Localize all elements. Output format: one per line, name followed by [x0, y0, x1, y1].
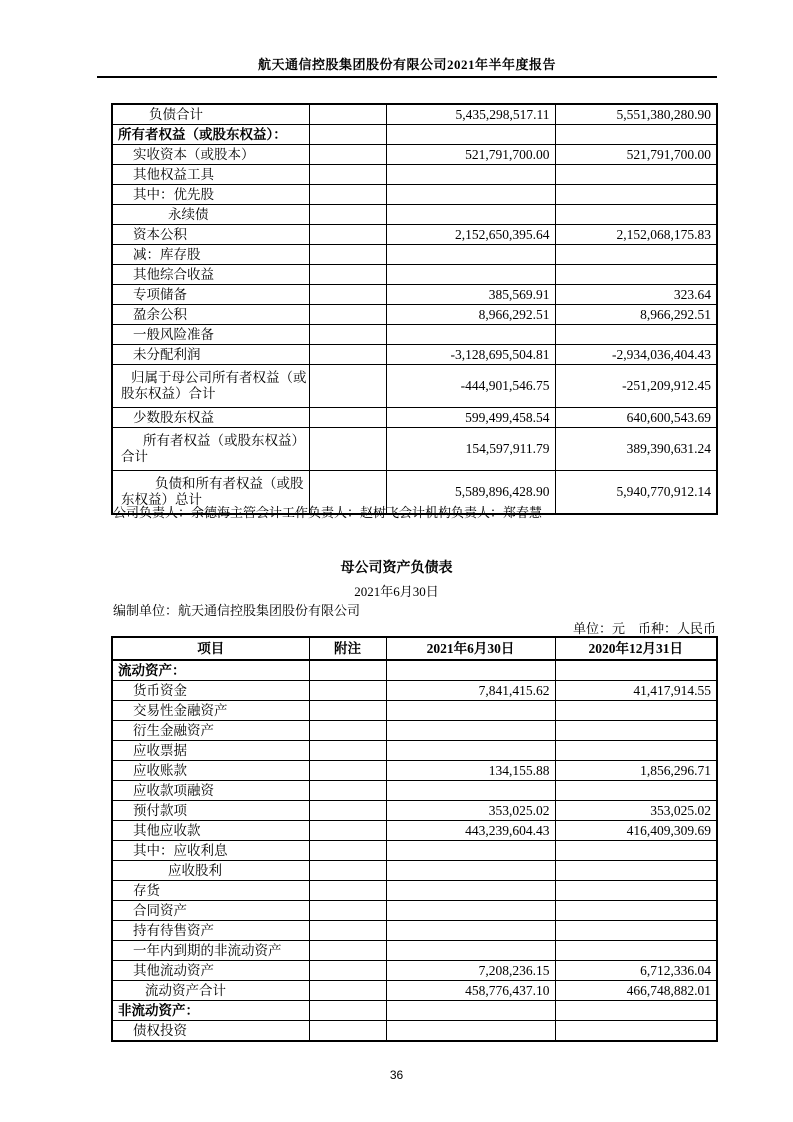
item-cell: 专项储备 — [112, 285, 309, 305]
value-2020-cell — [555, 941, 717, 961]
value-2021-cell: 521,791,700.00 — [386, 145, 555, 165]
value-2020-cell — [555, 265, 717, 285]
value-2021-cell — [386, 781, 555, 801]
note-cell — [309, 245, 386, 265]
value-2020-cell — [555, 881, 717, 901]
note-cell — [309, 660, 386, 681]
value-2021-cell — [386, 325, 555, 345]
value-2021-cell: 599,499,458.54 — [386, 408, 555, 428]
value-2020-cell — [555, 185, 717, 205]
note-cell — [309, 325, 386, 345]
value-2021-cell — [386, 921, 555, 941]
table-row — [112, 761, 717, 781]
table-row — [112, 305, 717, 325]
value-2020-cell: 353,025.02 — [555, 801, 717, 821]
note-cell — [309, 205, 386, 225]
value-2020-cell — [555, 245, 717, 265]
table-row — [112, 345, 717, 365]
table-row — [112, 185, 717, 205]
note-cell — [309, 881, 386, 901]
item-cell: 其中：应收利息 — [112, 841, 309, 861]
table-row — [112, 1021, 717, 1042]
table-row — [112, 145, 717, 165]
column-header: 2021年6月30日 — [386, 637, 555, 660]
value-2021-cell — [386, 245, 555, 265]
value-2021-cell: 7,208,236.15 — [386, 961, 555, 981]
note-cell — [309, 185, 386, 205]
value-2020-cell: 8,966,292.51 — [555, 305, 717, 325]
value-2020-cell: 2,152,068,175.83 — [555, 225, 717, 245]
note-cell — [309, 721, 386, 741]
item-cell: 一年内到期的非流动资产 — [112, 941, 309, 961]
table-row — [112, 205, 717, 225]
value-2021-cell: -3,128,695,504.81 — [386, 345, 555, 365]
value-2020-cell — [555, 165, 717, 185]
prepared-by-line: 编制单位：航天通信控股集团股份有限公司 — [113, 603, 361, 618]
item-cell: 流动资产： — [112, 660, 309, 681]
item-cell: 持有待售资产 — [112, 921, 309, 941]
value-2020-cell: 1,856,296.71 — [555, 761, 717, 781]
table-row — [112, 741, 717, 761]
column-header: 项目 — [112, 637, 309, 660]
value-2020-cell: 41,417,914.55 — [555, 681, 717, 701]
table-row — [112, 265, 717, 285]
note-cell — [309, 921, 386, 941]
page-number: 36 — [389, 1068, 404, 1082]
note-cell — [309, 408, 386, 428]
table-row — [112, 125, 717, 145]
item-cell: 负债合计 — [112, 104, 309, 125]
note-cell — [309, 701, 386, 721]
value-2021-cell — [386, 901, 555, 921]
column-header: 2020年12月31日 — [555, 637, 717, 660]
value-2020-cell: -2,934,036,404.43 — [555, 345, 717, 365]
note-cell — [309, 285, 386, 305]
table-row — [112, 941, 717, 961]
item-cell: 交易性金融资产 — [112, 701, 309, 721]
table-row — [112, 104, 717, 125]
value-2021-cell: 7,841,415.62 — [386, 681, 555, 701]
note-cell — [309, 104, 386, 125]
value-2020-cell: 416,409,309.69 — [555, 821, 717, 841]
note-cell — [309, 961, 386, 981]
value-2021-cell — [386, 741, 555, 761]
note-cell — [309, 345, 386, 365]
note-cell — [309, 681, 386, 701]
item-cell: 未分配利润 — [112, 345, 309, 365]
value-2021-cell — [386, 841, 555, 861]
item-cell: 货币资金 — [112, 681, 309, 701]
item-cell: 其中：优先股 — [112, 185, 309, 205]
item-cell: 预付款项 — [112, 801, 309, 821]
consolidated-balance-sheet-continued-table — [111, 103, 718, 515]
value-2020-cell — [555, 1021, 717, 1042]
item-cell: 所有者权益（或股东权益）： — [112, 125, 309, 145]
value-2021-cell: 443,239,604.43 — [386, 821, 555, 841]
note-cell — [309, 428, 386, 471]
note-cell — [309, 165, 386, 185]
signatories-line: 公司负责人：余德海主管会计工作负责人：赵树飞会计机构负责人：郑春慧 — [113, 505, 543, 520]
table-row — [112, 660, 717, 681]
note-cell — [309, 741, 386, 761]
table-row — [112, 881, 717, 901]
note-cell — [309, 761, 386, 781]
value-2021-cell: 458,776,437.10 — [386, 981, 555, 1001]
value-2020-cell — [555, 1001, 717, 1021]
header-divider-rule — [97, 76, 717, 78]
note-cell — [309, 841, 386, 861]
value-2020-cell — [555, 901, 717, 921]
value-2021-cell — [386, 1021, 555, 1042]
note-cell — [309, 365, 386, 408]
table-row — [112, 841, 717, 861]
value-2020-cell — [555, 660, 717, 681]
header-row — [112, 637, 717, 660]
value-2020-cell — [555, 781, 717, 801]
table-row — [112, 245, 717, 265]
table-row — [112, 701, 717, 721]
item-cell: 其他权益工具 — [112, 165, 309, 185]
note-cell — [309, 305, 386, 325]
item-cell: 减：库存股 — [112, 245, 309, 265]
value-2020-cell: 5,551,380,280.90 — [555, 104, 717, 125]
table-row — [112, 961, 717, 981]
value-2021-cell — [386, 185, 555, 205]
table-row — [112, 861, 717, 881]
report-header-title: 航天通信控股集团股份有限公司2021年半年度报告 — [257, 57, 556, 72]
table-row — [112, 721, 717, 741]
value-2020-cell: 640,600,543.69 — [555, 408, 717, 428]
statement-date: 2021年6月30日 — [354, 584, 439, 599]
value-2021-cell — [386, 265, 555, 285]
value-2020-cell: 521,791,700.00 — [555, 145, 717, 165]
item-cell: 流动资产合计 — [112, 981, 309, 1001]
value-2021-cell: 5,435,298,517.11 — [386, 104, 555, 125]
item-cell: 实收资本（或股本） — [112, 145, 309, 165]
value-2021-cell: 154,597,911.79 — [386, 428, 555, 471]
note-cell — [309, 1001, 386, 1021]
value-2021-cell: 8,966,292.51 — [386, 305, 555, 325]
value-2021-cell — [386, 165, 555, 185]
item-cell: 少数股东权益 — [112, 408, 309, 428]
value-2021-cell: -444,901,546.75 — [386, 365, 555, 408]
parent-company-balance-sheet-table — [111, 636, 718, 1042]
value-2020-cell — [555, 741, 717, 761]
table-row — [112, 801, 717, 821]
value-2021-cell — [386, 660, 555, 681]
item-cell: 衍生金融资产 — [112, 721, 309, 741]
value-2020-cell — [555, 125, 717, 145]
item-cell: 永续债 — [112, 205, 309, 225]
value-2020-cell — [555, 205, 717, 225]
table-row — [112, 901, 717, 921]
item-cell: 债权投资 — [112, 1021, 309, 1042]
note-cell — [309, 781, 386, 801]
value-2020-cell — [555, 701, 717, 721]
column-header: 附注 — [309, 637, 386, 660]
note-cell — [309, 981, 386, 1001]
table-row — [112, 325, 717, 345]
value-2021-cell — [386, 1001, 555, 1021]
value-2021-cell — [386, 125, 555, 145]
value-2021-cell: 385,569.91 — [386, 285, 555, 305]
table-row — [112, 408, 717, 428]
item-cell: 应收股利 — [112, 861, 309, 881]
value-2021-cell — [386, 941, 555, 961]
table-row — [112, 225, 717, 245]
note-cell — [309, 801, 386, 821]
value-2021-cell — [386, 205, 555, 225]
statement-title: 母公司资产负债表 — [340, 561, 453, 576]
value-2021-cell: 5,589,896,428.90 — [386, 471, 555, 515]
note-cell — [309, 861, 386, 881]
item-cell: 资本公积 — [112, 225, 309, 245]
table-row — [112, 821, 717, 841]
item-cell: 盈余公积 — [112, 305, 309, 325]
value-2020-cell — [555, 921, 717, 941]
item-cell: 一般风险准备 — [112, 325, 309, 345]
item-cell: 存货 — [112, 881, 309, 901]
unit-currency-note: 单位：元 币种：人民币 — [572, 621, 716, 636]
note-cell — [309, 145, 386, 165]
item-cell: 其他综合收益 — [112, 265, 309, 285]
value-2021-cell: 134,155.88 — [386, 761, 555, 781]
note-cell — [309, 1021, 386, 1042]
value-2021-cell: 2,152,650,395.64 — [386, 225, 555, 245]
table-row — [112, 781, 717, 801]
note-cell — [309, 225, 386, 245]
value-2020-cell: 5,940,770,912.14 — [555, 471, 717, 515]
value-2020-cell: 466,748,882.01 — [555, 981, 717, 1001]
item-cell: 负债和所有者权益（或股东权益）总计 — [112, 471, 309, 515]
value-2021-cell — [386, 721, 555, 741]
table-row — [112, 981, 717, 1001]
table-row — [112, 285, 717, 305]
item-cell: 应收款项融资 — [112, 781, 309, 801]
value-2020-cell — [555, 325, 717, 345]
item-cell: 其他应收款 — [112, 821, 309, 841]
note-cell — [309, 901, 386, 921]
item-cell: 所有者权益（或股东权益）合计 — [112, 428, 309, 471]
value-2020-cell — [555, 861, 717, 881]
table-row — [112, 365, 717, 408]
item-cell: 应收账款 — [112, 761, 309, 781]
note-cell — [309, 941, 386, 961]
value-2021-cell — [386, 701, 555, 721]
value-2020-cell — [555, 841, 717, 861]
value-2021-cell — [386, 861, 555, 881]
value-2020-cell: -251,209,912.45 — [555, 365, 717, 408]
item-cell: 其他流动资产 — [112, 961, 309, 981]
table-row — [112, 1001, 717, 1021]
value-2021-cell: 353,025.02 — [386, 801, 555, 821]
note-cell — [309, 125, 386, 145]
table-row — [112, 681, 717, 701]
value-2020-cell — [555, 721, 717, 741]
note-cell — [309, 821, 386, 841]
value-2021-cell — [386, 881, 555, 901]
value-2020-cell: 389,390,631.24 — [555, 428, 717, 471]
table-row — [112, 428, 717, 471]
table-row — [112, 921, 717, 941]
value-2020-cell: 323.64 — [555, 285, 717, 305]
value-2020-cell: 6,712,336.04 — [555, 961, 717, 981]
item-cell: 合同资产 — [112, 901, 309, 921]
item-cell: 应收票据 — [112, 741, 309, 761]
item-cell: 归属于母公司所有者权益（或股东权益）合计 — [112, 365, 309, 408]
item-cell: 非流动资产： — [112, 1001, 309, 1021]
table-row — [112, 165, 717, 185]
note-cell — [309, 265, 386, 285]
